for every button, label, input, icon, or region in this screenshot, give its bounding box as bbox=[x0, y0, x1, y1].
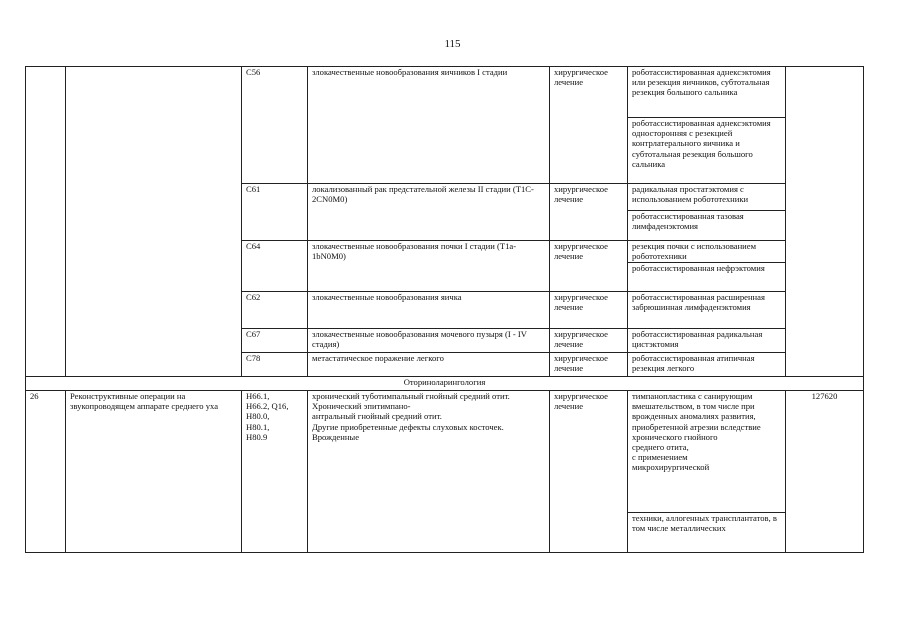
method-text: роботассистированная нефрэктомия bbox=[628, 262, 785, 273]
method-line: микрохирургической bbox=[632, 462, 710, 473]
code-line: H66.2, Q16, bbox=[246, 401, 289, 412]
code-cell: C67 bbox=[242, 329, 308, 353]
code-cell bbox=[242, 391, 308, 553]
name-cell bbox=[66, 67, 242, 377]
method-cell bbox=[628, 391, 786, 553]
table-row bbox=[26, 67, 864, 184]
diagnosis-cell: злокачественные новообразования мочевого пузыря (I - IV стадия) bbox=[308, 329, 550, 353]
code-line: H80.9 bbox=[246, 431, 268, 442]
treatment-cell: хирургическое лечение bbox=[550, 292, 628, 329]
treatment-cell: хирургическое лечение bbox=[550, 329, 628, 353]
diagnosis-cell: метастатическое поражение легкого bbox=[308, 353, 550, 377]
method-text: резекция почки с использованием робототехники bbox=[632, 241, 757, 262]
section-title: Оториноларингология bbox=[26, 377, 864, 391]
treatment-cell: хирургическое лечение bbox=[550, 241, 628, 292]
method-text: техники, аллогенных трансплантатов, в том числе металлических bbox=[628, 512, 785, 533]
method-cell bbox=[628, 67, 786, 184]
diagnosis-cell: злокачественные новообразования яичка bbox=[308, 292, 550, 329]
diagnosis-line: антральный гнойный средний отит. bbox=[312, 411, 442, 422]
method-line: среднего отита, bbox=[632, 442, 689, 453]
code-cell: C61 bbox=[242, 184, 308, 241]
diagnosis-line: хронический туботимпальный гнойный средний отит. bbox=[312, 391, 510, 401]
diagnosis-cell: локализованный рак предстательной железы II стадии (T1C-2CN0M0) bbox=[308, 184, 550, 241]
method-line: тимпанопластика с санирующим вмешательством, в том числе при врожденных аномалиях развития, приобретенной атрезии вследствие bbox=[632, 391, 761, 432]
method-cell bbox=[628, 241, 786, 292]
section-row bbox=[26, 377, 864, 391]
number-cell: 26 bbox=[26, 391, 66, 553]
diagnosis-cell bbox=[308, 391, 550, 553]
document-table bbox=[25, 66, 864, 553]
diagnosis-line: Хронический эпитимпано- bbox=[312, 401, 411, 412]
treatment-cell: хирургическое лечение bbox=[550, 353, 628, 377]
code-cell: C78 bbox=[242, 353, 308, 377]
price-cell bbox=[786, 67, 864, 377]
method-cell: роботассистированная расширенная забрюшинная лимфаденэктомия bbox=[628, 292, 786, 329]
code-line: H66.1, bbox=[246, 391, 270, 401]
method-cell: роботассистированная радикальная цистэктомия bbox=[628, 329, 786, 353]
treatment-cell: хирургическое лечение bbox=[550, 67, 628, 184]
name-cell: Реконструктивные операции на звукопроводящем аппарате среднего уха bbox=[66, 391, 242, 553]
method-text: роботассистированная аднексэктомия или резекция яичников, субтотальная резекция большого сальника bbox=[632, 67, 771, 98]
code-cell: C64 bbox=[242, 241, 308, 292]
treatment-cell: хирургическое лечение bbox=[550, 184, 628, 241]
method-cell bbox=[628, 184, 786, 241]
method-block bbox=[632, 391, 781, 512]
page-number: 115 bbox=[444, 38, 461, 50]
code-line: H80.0, bbox=[246, 411, 270, 422]
method-text: роботассистированная аднексэктомия односторонняя с резекцией контрлатерального яичника и субтотальная резекция большого сальника bbox=[628, 117, 785, 169]
code-cell: C56 bbox=[242, 67, 308, 184]
number-cell bbox=[26, 67, 66, 377]
method-text: радикальная простатэктомия с использованием робототехники bbox=[632, 184, 749, 205]
diagnosis-cell: злокачественные новообразования яичников I стадии bbox=[308, 67, 550, 184]
table-row bbox=[26, 391, 864, 553]
code-cell: C62 bbox=[242, 292, 308, 329]
price-cell: 127620 bbox=[786, 391, 864, 553]
code-line: H80.1, bbox=[246, 421, 270, 432]
method-cell: роботассистированная атипичная резекция легкого bbox=[628, 353, 786, 377]
method-line: с применением bbox=[632, 452, 688, 463]
diagnosis-line: Другие приобретенные дефекты слуховых косточек. Врожденные bbox=[312, 421, 504, 442]
treatment-cell: хирургическое лечение bbox=[550, 391, 628, 553]
method-text: роботассистированная тазовая лимфаденэктомия bbox=[628, 210, 785, 231]
diagnosis-cell: злокачественные новообразования почки I стадии (T1a-1bN0M0) bbox=[308, 241, 550, 292]
method-line: хронического гнойного bbox=[632, 431, 718, 442]
